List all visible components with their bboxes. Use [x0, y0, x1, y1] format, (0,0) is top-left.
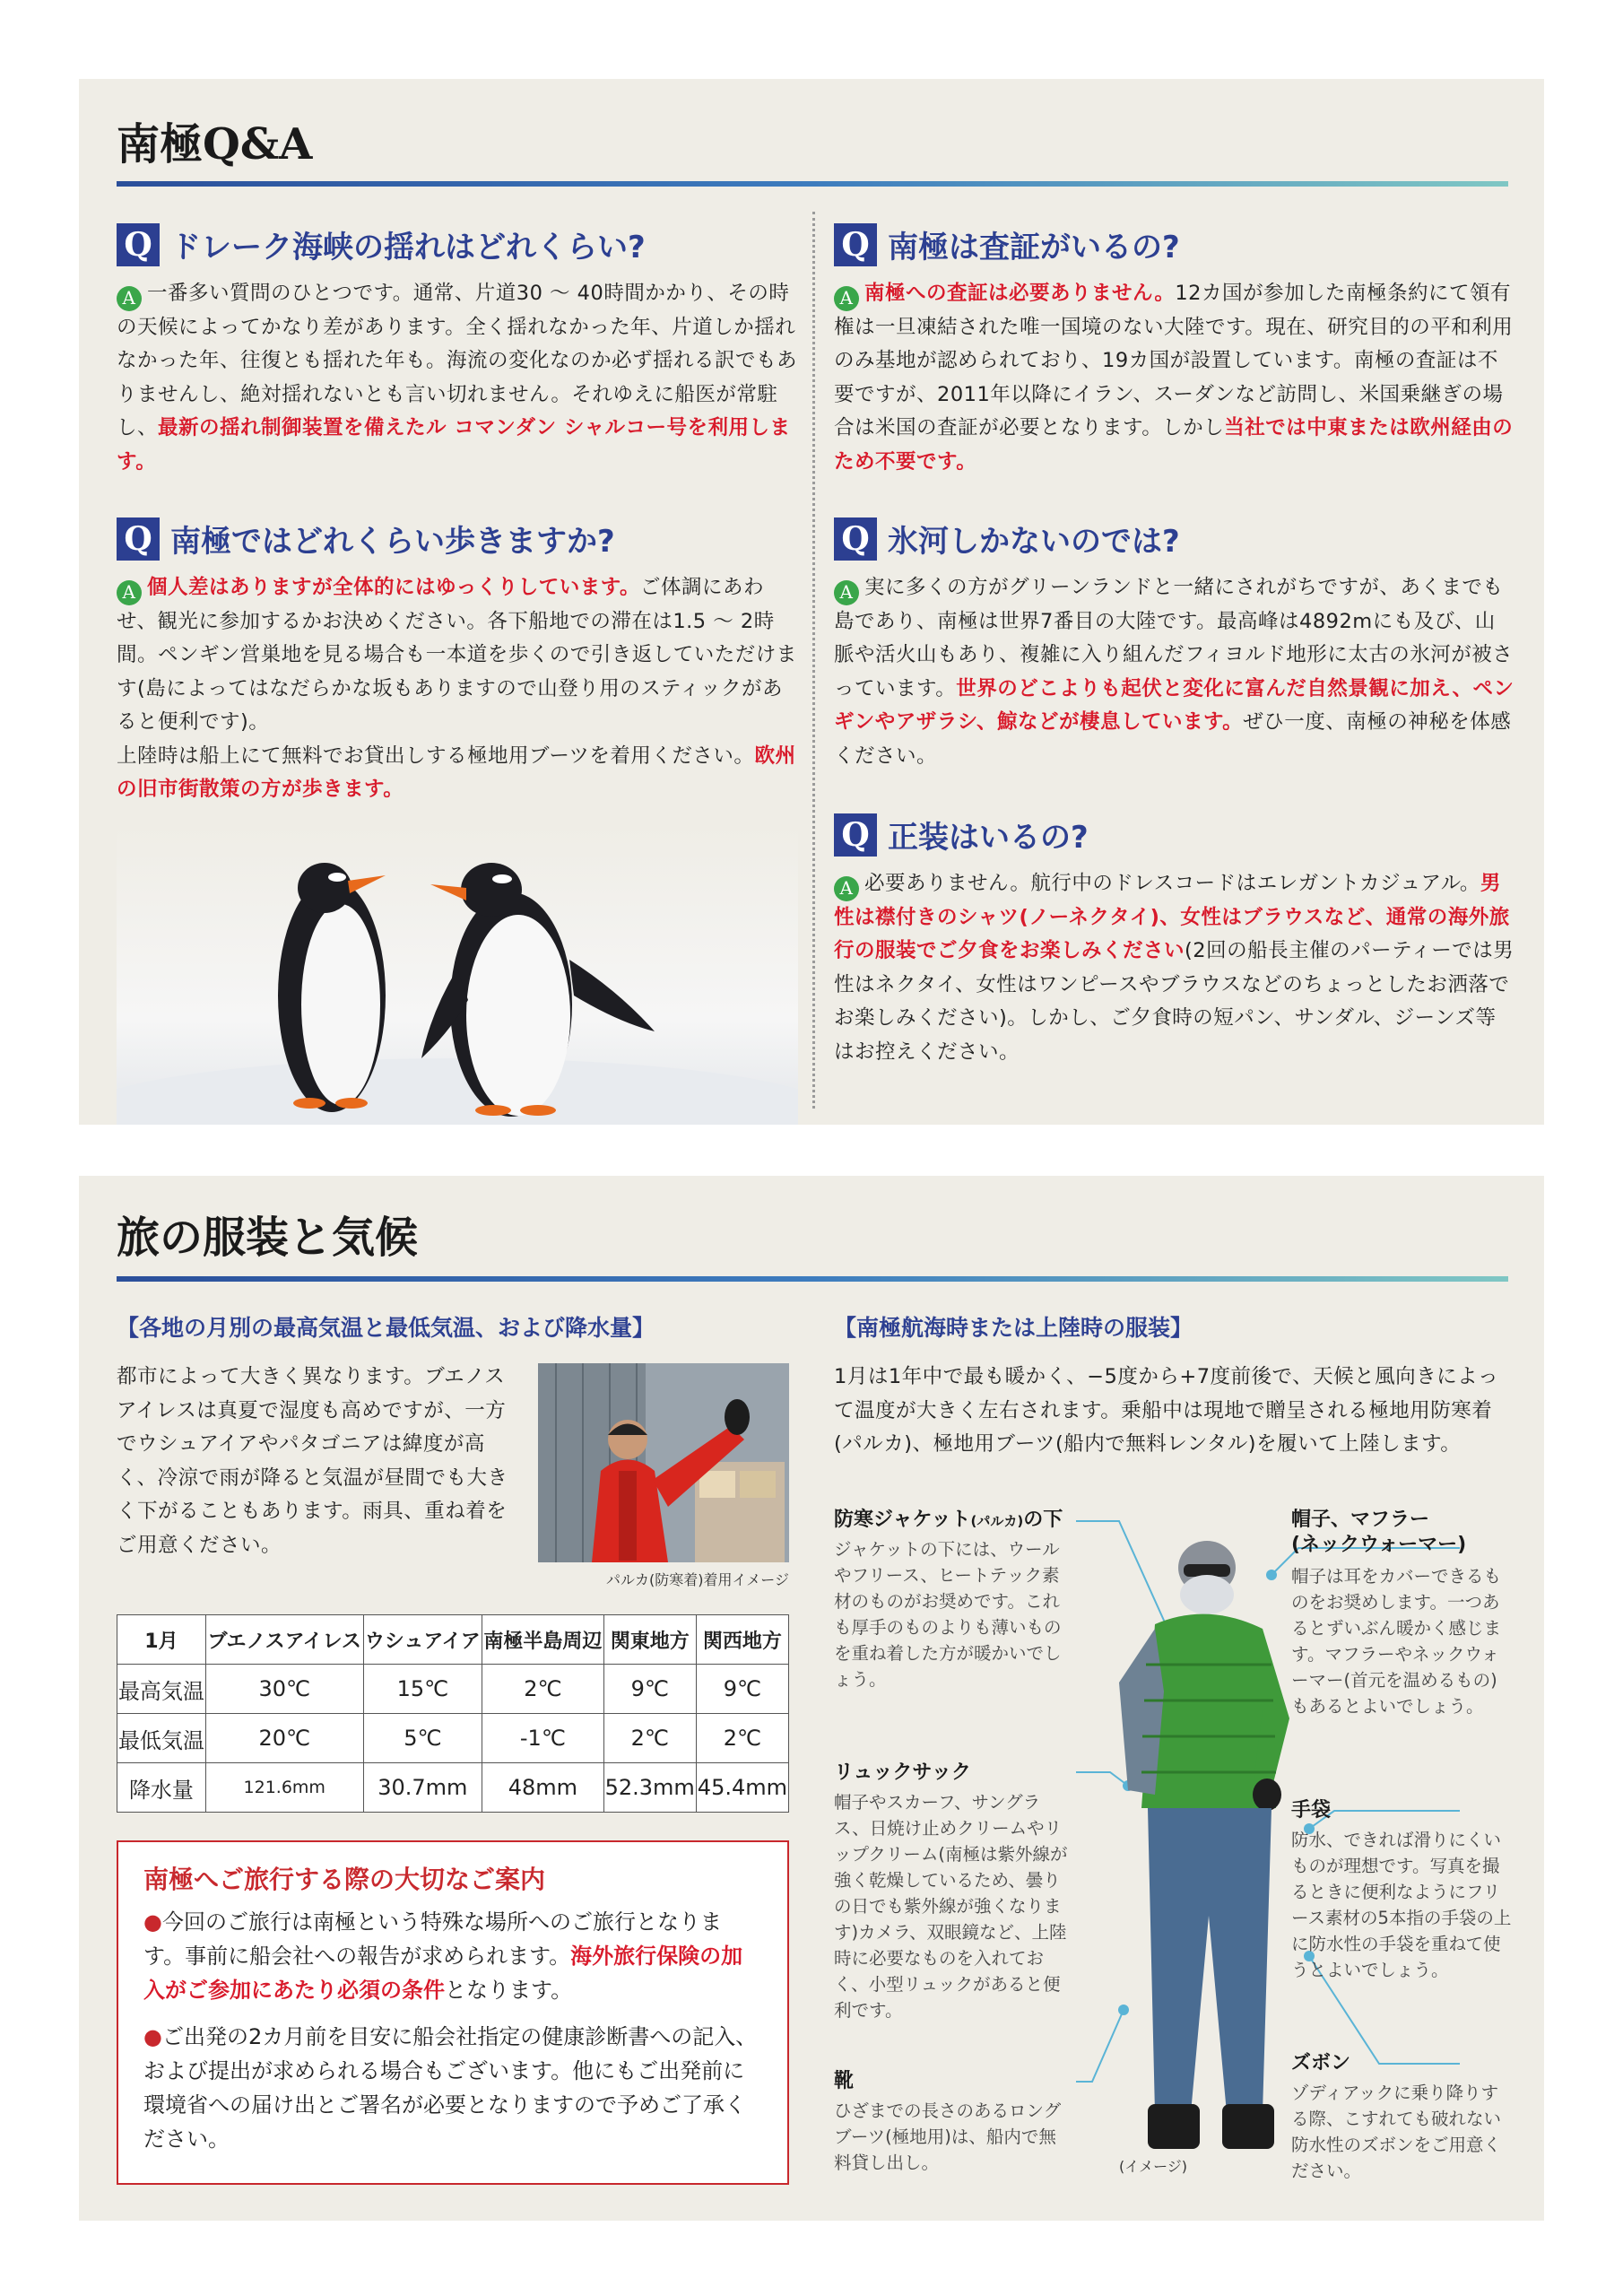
- qa-panel: [79, 79, 1544, 1125]
- a-mark: A: [834, 580, 859, 605]
- penguins-photo: [117, 825, 798, 1125]
- hat-label-line1: 帽子、マフラー: [1291, 1509, 1430, 1531]
- jacket-label-small: (パルカ): [970, 1513, 1024, 1529]
- question: [834, 222, 1515, 266]
- q-mark: Q: [834, 517, 877, 561]
- table-cell: 2℃: [603, 1714, 696, 1763]
- table-cell: 9℃: [696, 1665, 788, 1714]
- clothing-text: 1月は1年中で最も暖かく、−5度から+7度前後で、天候と風向きによって温度が大きく左右されます。乗船中は現地で贈呈される極地用防寒着(パルカ)、極地用ブーツ(船内で無料レンタル)を履いて上陸します。: [834, 1365, 1499, 1456]
- notice-highlight: 海外旅行保険の加入がご参加にあたり必須の条件: [143, 1944, 743, 2003]
- jacket-text: ジャケットの下には、ウールやフリース、ヒートテック素材のものがお奨めです。これも厚手のものよりも薄いものを重ね着した方が暖かいでしょう。: [834, 1539, 1062, 1690]
- header-cell: 関西地方: [696, 1615, 788, 1665]
- notice-text: ご出発の2カ月前を目安に船会社指定の健康診断書への記入、および提出が求められる場合もございます。他にもご出発前に環境省への届け出とご署名が必要となりますので予めご了承ください。: [143, 2024, 758, 2152]
- answer-text: (2回の船長主催のパーティーでは男性はネクタイ、女性はワンピースやブラウスなどのちょっとしたお洒落でお楽しみください)。しかし、ご夕食時の短パン、サンダル、ジーンズ等はお控えください。: [834, 939, 1515, 1064]
- a-mark: A: [834, 876, 859, 901]
- header-cell: 南極半島周辺: [482, 1615, 604, 1665]
- answer-text: 一番多い質問のひとつです。通常、片道30 ～ 40時間かかり、その時の天候によってかなり差があります。全く揺れなかった年、片道しか揺れなかった年、往復とも揺れた年も。海流の変化なのか必ず揺れる訳でもありませんし、絶対揺れないとも言い切れません。それゆえに船医が常駐し、: [117, 282, 798, 440]
- rucksack-text: 帽子やスカーフ、サングラス、日焼け止めクリームやリップクリーム(南極は紫外線が強く乾燥しているため、曇りの日でも紫外線が強くなります)カメラ、双眼鏡など、上陸時に必要なものを入れておく、小型リュックがあると便利です。: [834, 1792, 1068, 2021]
- penguins-illustration: [117, 825, 798, 1125]
- header-cell: ウシュアイア: [363, 1615, 482, 1665]
- question-text: 氷河しかないのでは?: [888, 524, 1180, 560]
- weather-text: 都市によって大きく異なります。ブエノスアイレスは真夏で湿度も高めですが、一方でウシュアイアやパタゴニアは緯度が高く、冷涼で雨が降ると気温が昼間でも大きく下がることもあります。雨具、重ね着をご用意ください。: [117, 1365, 508, 1557]
- jacket-label: [834, 1508, 1063, 1534]
- notice-text: 今回のご旅行は南極という特殊な場所へのご旅行となります。事前に船会社への報告が求められます。: [143, 1909, 722, 1969]
- weather-heading: 【各地の月別の最高気温と最低気温、および降水量】: [117, 1315, 655, 1341]
- table-cell: 30.7mm: [363, 1763, 482, 1813]
- column-divider: [812, 212, 815, 1109]
- bullet: ●: [143, 2024, 162, 2049]
- qa-item-walking: [117, 517, 798, 807]
- jacket-label-main: 防寒ジャケット: [834, 1509, 971, 1531]
- answer-highlight: 当社では中東または欧州経由のため不要です。: [834, 416, 1514, 474]
- a-mark: A: [117, 286, 142, 311]
- qa-item-dresscode: [834, 813, 1515, 1069]
- answer-text: ぜひ一度、南極の神秘を体感ください。: [834, 710, 1512, 768]
- notice-title: 南極へご旅行する際の大切なご案内: [143, 1865, 546, 1894]
- table-cell: 9℃: [603, 1665, 696, 1714]
- rucksack-label: リュックサック: [834, 1761, 971, 1784]
- question-text: ドレーク海峡の揺れはどれくらい?: [170, 230, 646, 265]
- table-cell: 2℃: [696, 1714, 788, 1763]
- answer-text: 必要ありません。航行中のドレスコードはエレガントカジュアル。: [864, 872, 1480, 895]
- table-cell: 2℃: [482, 1665, 604, 1714]
- header-cell: 関東地方: [603, 1615, 696, 1665]
- answer-highlight: 南極への査証は必要ありません。: [864, 282, 1176, 305]
- bullet: ●: [143, 1909, 162, 1935]
- row-header: 降水量: [117, 1763, 206, 1813]
- question: [834, 517, 1515, 561]
- hat-label-line2: (ネックウォーマー): [1291, 1534, 1467, 1556]
- table-cell: 5℃: [363, 1714, 482, 1763]
- table-cell: -1℃: [482, 1714, 604, 1763]
- q-mark: Q: [834, 813, 877, 857]
- question-text: 南極は査証がいるの?: [888, 230, 1180, 265]
- answer-highlight: 欧州の旧市街散策の方が歩きます。: [117, 744, 796, 802]
- question: [117, 222, 798, 266]
- qa-item-visa: [834, 222, 1515, 479]
- q-mark: Q: [117, 223, 160, 266]
- clothing-heading: 【南極航海時または上陸時の服装】: [834, 1315, 1193, 1341]
- a-mark: A: [117, 580, 142, 605]
- question-text: 南極ではどれくらい歩きますか?: [170, 524, 615, 560]
- parka-photo-caption: パルカ(防寒着)着用イメージ: [605, 1571, 789, 1588]
- hat-label: [1291, 1508, 1466, 1558]
- hiker-illustration: [1092, 1539, 1325, 2158]
- question: [117, 517, 798, 561]
- table-cell: 30℃: [205, 1665, 363, 1714]
- answer: [834, 867, 1515, 1069]
- answer: [117, 571, 798, 807]
- answer-highlight: 個人差はありますが全体的にはゆっくりしています。: [147, 576, 640, 599]
- table-cell: 20℃: [205, 1714, 363, 1763]
- gloves-label: 手袋: [1291, 1799, 1332, 1822]
- hiker-photo: [1092, 1539, 1325, 2158]
- answer-text: 上陸時は船上にて無料でお貸出しする極地用ブーツを着用ください。: [117, 744, 755, 768]
- question-text: 正装はいるの?: [888, 820, 1089, 856]
- gloves-text: 防水、できれば滑りにくいものが理想です。写真を撮るときに便利なようにフリース素材の5本指の手袋の上に防水性の手袋を重ねて使うとよいでしょう。: [1291, 1830, 1512, 1980]
- answer-highlight: 世界のどこよりも起伏と変化に富んだ自然景観に加え、ペンギンやアザラシ、鯨などが棲息しています。: [834, 676, 1515, 735]
- answer-text: 実に多くの方がグリーンランドと一緒にされがちですが、あくまでも島であり、南極は世界7番目の大陸です。最高峰は4892mにも及び、山脈や活火山もあり、複雑に入り組んだフィヨルド地形に太古の氷河が被さっています。: [834, 576, 1514, 700]
- table-cell: 121.6mm: [205, 1763, 363, 1813]
- answer: [834, 571, 1515, 773]
- table-cell: 48mm: [482, 1763, 604, 1813]
- answer-highlight: 最新の揺れ制御装置を備えたル コマンダン シャルコー号を利用します。: [117, 416, 791, 474]
- row-header: 最高気温: [117, 1665, 206, 1714]
- hat-text: 帽子は耳をカバーできるものをお奨めします。一つあるとずいぶん暖かく感じます。マフラーやネックウォーマー(首元を温めるもの)もあるとよいでしょう。: [1291, 1566, 1502, 1717]
- answer-text: ご体調にあわせ、観光に参加するかお決めください。各下船地での滞在は1.5 ～ 2時間。ペンギン営巣地を見る場合も一本道を歩くので引き返していただけます(島によってはなだらかな坂もありますので山登り用のスティックがあると便利です)。: [117, 576, 797, 735]
- boots-text: ひざまでの長さのあるロングブーツ(極地用)は、船内で無料貸し出し。: [834, 2100, 1062, 2173]
- a-mark: A: [834, 286, 859, 311]
- qa-item-glacier: [834, 517, 1515, 773]
- travel-title: 旅の服装と気候: [117, 1213, 419, 1263]
- qa-title-rule: [117, 181, 1508, 187]
- hiker-caption: (イメージ): [1119, 2158, 1188, 2175]
- pants-label: ズボン: [1291, 2052, 1351, 2074]
- answer: [834, 277, 1515, 479]
- notice-text: となります。: [445, 1978, 573, 2003]
- pants-text: ゾディアックに乗り降りする際、こすれても破れない防水性のズボンをご用意ください。: [1291, 2083, 1502, 2181]
- travel-panel: [79, 1176, 1544, 2221]
- header-cell: ブエノスアイレス: [205, 1615, 363, 1665]
- jacket-label-tail: の下: [1023, 1509, 1063, 1531]
- table-cell: 45.4mm: [696, 1763, 788, 1813]
- question: [834, 813, 1515, 857]
- answer: [117, 277, 798, 479]
- qa-item-drake: [117, 222, 798, 479]
- boots-label: 靴: [834, 2070, 855, 2092]
- q-mark: Q: [117, 517, 160, 561]
- table-cell: 52.3mm: [603, 1763, 696, 1813]
- answer-text: 12カ国が参加した南極条約にて領有権は一旦凍結された唯一国境のない大陸です。現在、研究目的の平和利用のみ基地が認められており、19カ国が設置しています。南極の査証は不要ですが、2011年以降にイラン、スーダンなど訪問し、米国乗継ぎの場合は米国の査証が必要となります。しかし: [834, 282, 1514, 440]
- header-cell: 1月: [117, 1615, 206, 1665]
- table-cell: 15℃: [363, 1665, 482, 1714]
- row-header: 最低気温: [117, 1714, 206, 1763]
- qa-title: 南極Q&A: [117, 119, 313, 170]
- answer-highlight: 男性は襟付きのシャツ(ノーネクタイ)、女性はブラウスなど、通常の海外旅行の服装でご夕食をお楽しみください: [834, 872, 1510, 963]
- q-mark: Q: [834, 223, 877, 266]
